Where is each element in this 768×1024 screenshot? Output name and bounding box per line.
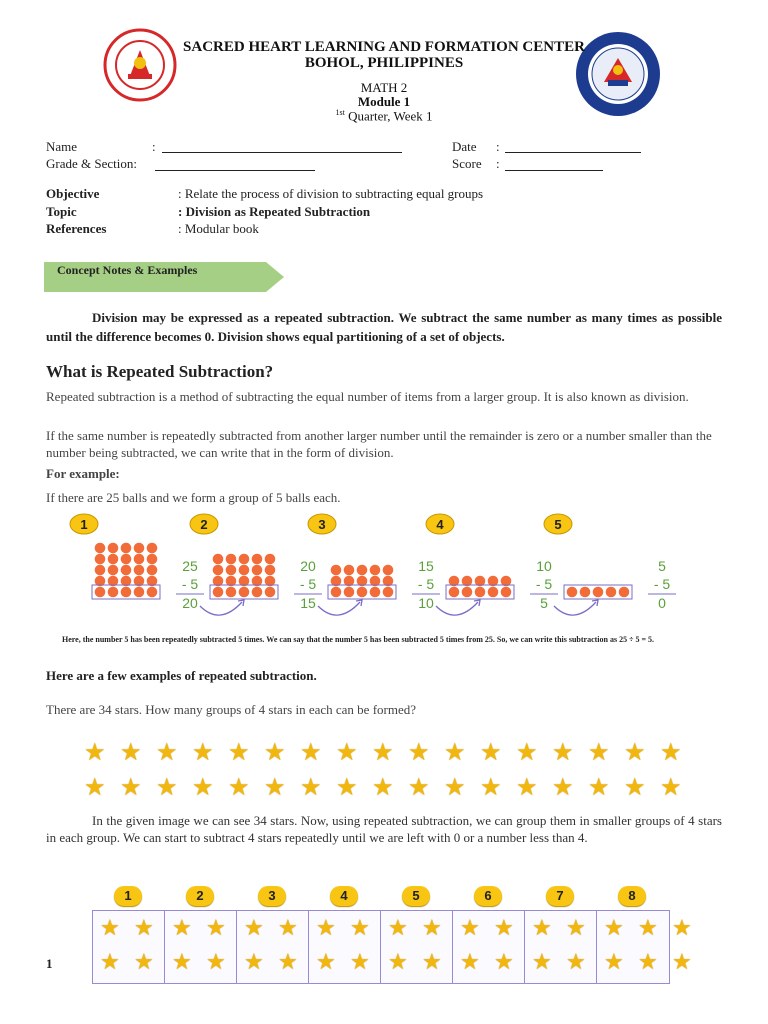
star-icon: ★ — [84, 740, 106, 766]
ball — [213, 554, 224, 565]
score-field[interactable] — [505, 156, 603, 171]
ball — [95, 543, 106, 554]
star-icon: ★ — [422, 949, 442, 974]
star-icon: ★ — [336, 775, 358, 801]
star-icon: ★ — [552, 775, 574, 801]
difference: 0 — [658, 595, 666, 611]
star-icon: ★ — [638, 949, 658, 974]
intro-paragraph: Division may be expressed as a repeated subtraction. We subtract the same number as many times as possible until the difference becomes 0. Division shows equal partitioning of a set of objects. — [46, 310, 722, 344]
star-icon: ★ — [588, 775, 610, 801]
quarter-week: $^{1st}$ Quarter, Week 1 — [335, 108, 433, 124]
ball — [383, 587, 394, 598]
step-badge-number: 3 — [318, 517, 326, 532]
ball-diagram — [80, 510, 690, 630]
star-icon: ★ — [192, 740, 214, 766]
star-icon: ★ — [388, 949, 408, 974]
star-icon: ★ — [494, 949, 514, 974]
subject-title: MATH 2 — [360, 80, 408, 95]
star-icon: ★ — [336, 740, 358, 766]
star-icon: ★ — [480, 775, 502, 801]
ball — [213, 565, 224, 576]
subtrahend: - 5 — [535, 576, 553, 592]
minuend: 15 — [418, 558, 434, 574]
ball — [449, 587, 460, 598]
star-icon: ★ — [588, 740, 610, 766]
star-icon: ★ — [408, 775, 430, 801]
ball — [488, 587, 499, 598]
group-badge: 5 — [402, 886, 430, 906]
star-icon: ★ — [660, 775, 682, 801]
star-icon: ★ — [120, 740, 142, 766]
star-groups — [92, 884, 704, 984]
ball — [619, 587, 630, 598]
subtrahend: - 5 — [653, 576, 671, 592]
ball — [239, 554, 250, 565]
score-colon: : — [496, 156, 500, 171]
difference: 10 — [418, 595, 434, 611]
star-icon: ★ — [300, 775, 322, 801]
ball — [593, 587, 604, 598]
ball — [501, 587, 512, 598]
group-badge: 2 — [186, 886, 214, 906]
references-label: References — [46, 221, 107, 236]
date-label: Date — [452, 139, 477, 154]
school-location: BOHOL, PHILIPPINES — [304, 55, 464, 71]
date-colon: : — [496, 139, 500, 154]
topic-label: Topic — [46, 204, 77, 219]
remainder-paragraph: If the same number is repeatedly subtracted from another larger number until the remainder is zero or a number smaller than the number being subtracted, we can write that in the form of division. — [46, 428, 712, 460]
star-icon: ★ — [172, 949, 192, 974]
star-icon: ★ — [134, 949, 154, 974]
page-number: 1 — [46, 956, 53, 971]
ball — [252, 554, 263, 565]
star-icon: ★ — [350, 915, 370, 940]
name-colon: : — [152, 139, 156, 154]
ball — [108, 587, 119, 598]
star-icon: ★ — [134, 915, 154, 940]
example-text: If there are 25 balls and we form a group of 5 balls each. — [46, 490, 341, 505]
minuend: 5 — [658, 558, 666, 574]
references-value: : Modular book — [178, 221, 259, 236]
star-row-2 — [84, 775, 704, 803]
star-icon: ★ — [460, 915, 480, 940]
star-icon: ★ — [264, 775, 286, 801]
ball — [252, 587, 263, 598]
star-icon: ★ — [516, 775, 538, 801]
ball — [370, 587, 381, 598]
ball — [226, 587, 237, 598]
section-title: What is Repeated Subtraction? — [46, 362, 274, 381]
topic-value: : Division as Repeated Subtraction — [178, 204, 371, 219]
leftover-star-icon: ★ — [672, 949, 692, 974]
step-badge-number: 2 — [200, 517, 208, 532]
ball — [357, 587, 368, 598]
ball — [331, 565, 342, 576]
examples-heading: Here are a few examples of repeated subtraction. — [46, 668, 317, 683]
ball — [239, 587, 250, 598]
ball — [357, 565, 368, 576]
star-icon: ★ — [244, 949, 264, 974]
next-arrow — [554, 602, 596, 615]
star-icon: ★ — [444, 775, 466, 801]
grade-section-field[interactable] — [155, 156, 315, 171]
group-badge: 7 — [546, 886, 574, 906]
ball-caption: Here, the number 5 has been repeatedly subtracted 5 times. We can say that the number 5 has been subtracted 5 times from 25. So, we can write this subtraction as 25 ÷ 5 = 5. — [62, 635, 655, 644]
definition-paragraph: Repeated subtraction is a method of subtracting the equal number of items from a larger group. It is also known as division. — [46, 389, 689, 404]
star-row-1 — [84, 740, 704, 768]
next-arrow — [200, 602, 242, 615]
star-icon: ★ — [244, 915, 264, 940]
concept-notes-banner — [44, 262, 284, 292]
example-heading: For example: — [46, 466, 120, 481]
ball — [265, 565, 276, 576]
ball — [606, 587, 617, 598]
minuend: 10 — [536, 558, 552, 574]
difference: 5 — [540, 595, 548, 611]
star-icon: ★ — [100, 915, 120, 940]
group-badge: 6 — [474, 886, 502, 906]
star-icon: ★ — [624, 775, 646, 801]
ball-diagram-svg — [80, 510, 690, 630]
star-icon: ★ — [388, 915, 408, 940]
star-icon: ★ — [516, 740, 538, 766]
star-icon: ★ — [228, 775, 250, 801]
ball — [344, 587, 355, 598]
star-icon: ★ — [460, 949, 480, 974]
ball — [108, 565, 119, 576]
school-name: SACRED HEART LEARNING AND FORMATION CENTER — [183, 39, 585, 55]
date-field[interactable] — [505, 138, 641, 153]
ball — [134, 565, 145, 576]
star-icon: ★ — [604, 949, 624, 974]
star-icon: ★ — [532, 949, 552, 974]
star-icon: ★ — [532, 915, 552, 940]
star-icon: ★ — [278, 915, 298, 940]
minuend: 20 — [300, 558, 316, 574]
subtrahend: - 5 — [181, 576, 199, 592]
star-icon: ★ — [300, 740, 322, 766]
star-icon: ★ — [422, 915, 442, 940]
ball — [252, 565, 263, 576]
star-icon: ★ — [316, 915, 336, 940]
next-arrow — [436, 602, 478, 615]
ball — [226, 554, 237, 565]
grade-section-label: Grade & Section: — [46, 156, 137, 171]
group-badge: 1 — [114, 886, 142, 906]
star-icon: ★ — [192, 775, 214, 801]
ball — [331, 587, 342, 598]
ball — [147, 587, 158, 598]
star-icon: ★ — [172, 915, 192, 940]
star-icon: ★ — [372, 740, 394, 766]
ball — [134, 587, 145, 598]
subtrahend: - 5 — [417, 576, 435, 592]
star-icon: ★ — [264, 740, 286, 766]
ball — [475, 587, 486, 598]
star-icon: ★ — [156, 775, 178, 801]
star-icon: ★ — [624, 740, 646, 766]
star-icon: ★ — [566, 915, 586, 940]
star-icon: ★ — [84, 775, 106, 801]
ball — [95, 554, 106, 565]
subtrahend: - 5 — [299, 576, 317, 592]
star-icon: ★ — [100, 949, 120, 974]
star-icon: ★ — [228, 740, 250, 766]
ball — [95, 587, 106, 598]
group-badge: 3 — [258, 886, 286, 906]
leftover-star-icon: ★ — [672, 915, 692, 940]
ball — [567, 587, 578, 598]
star-icon: ★ — [480, 740, 502, 766]
ball — [226, 565, 237, 576]
objective-value: : Relate the process of division to subtracting equal groups — [178, 186, 484, 201]
ball — [370, 565, 381, 576]
star-icon: ★ — [316, 949, 336, 974]
step-badge-number: 4 — [436, 517, 444, 532]
ball — [134, 543, 145, 554]
star-icon: ★ — [638, 915, 658, 940]
ball — [213, 587, 224, 598]
score-label: Score — [452, 156, 482, 171]
ball — [108, 543, 119, 554]
star-icon: ★ — [408, 740, 430, 766]
step-badge-number: 5 — [554, 517, 562, 532]
star-icon: ★ — [350, 949, 370, 974]
star-icon: ★ — [120, 775, 142, 801]
module-title: Module 1 — [357, 94, 411, 109]
difference: 20 — [182, 595, 198, 611]
name-label: Name — [46, 139, 78, 154]
ball — [121, 587, 132, 598]
ball — [147, 543, 158, 554]
next-arrow — [318, 602, 360, 615]
ball — [239, 565, 250, 576]
star-icon: ★ — [604, 915, 624, 940]
ball — [121, 543, 132, 554]
star-icon: ★ — [278, 949, 298, 974]
star-icon: ★ — [660, 740, 682, 766]
star-paragraph: In the given image we can see 34 stars. Now, using repeated subtraction, we can group them in smaller groups of 4 stars in each group. We can start to subtract 4 stars repeatedly until we are left with 0 or a number less than 4. — [46, 813, 722, 845]
star-icon: ★ — [206, 949, 226, 974]
star-icon: ★ — [494, 915, 514, 940]
ball — [580, 587, 591, 598]
group-badge: 4 — [330, 886, 358, 906]
banner-label: Concept Notes & Examples — [57, 263, 198, 277]
star-icon: ★ — [444, 740, 466, 766]
minuend: 25 — [182, 558, 198, 574]
ball — [344, 565, 355, 576]
name-field[interactable] — [162, 138, 402, 153]
ball — [147, 565, 158, 576]
ball — [147, 554, 158, 565]
star-icon: ★ — [206, 915, 226, 940]
ball — [265, 587, 276, 598]
star-icon: ★ — [552, 740, 574, 766]
question-text: There are 34 stars. How many groups of 4 stars in each can be formed? — [46, 702, 417, 717]
ball — [134, 554, 145, 565]
star-icon: ★ — [372, 775, 394, 801]
group-badge: 8 — [618, 886, 646, 906]
ball — [121, 565, 132, 576]
ball — [462, 587, 473, 598]
star-icon: ★ — [156, 740, 178, 766]
difference: 15 — [300, 595, 316, 611]
ball — [265, 554, 276, 565]
ball — [95, 565, 106, 576]
ball — [383, 565, 394, 576]
star-icon: ★ — [566, 949, 586, 974]
ball — [108, 554, 119, 565]
objective-label: Objective — [46, 186, 100, 201]
step-badge-number: 1 — [80, 517, 88, 532]
ball — [121, 554, 132, 565]
